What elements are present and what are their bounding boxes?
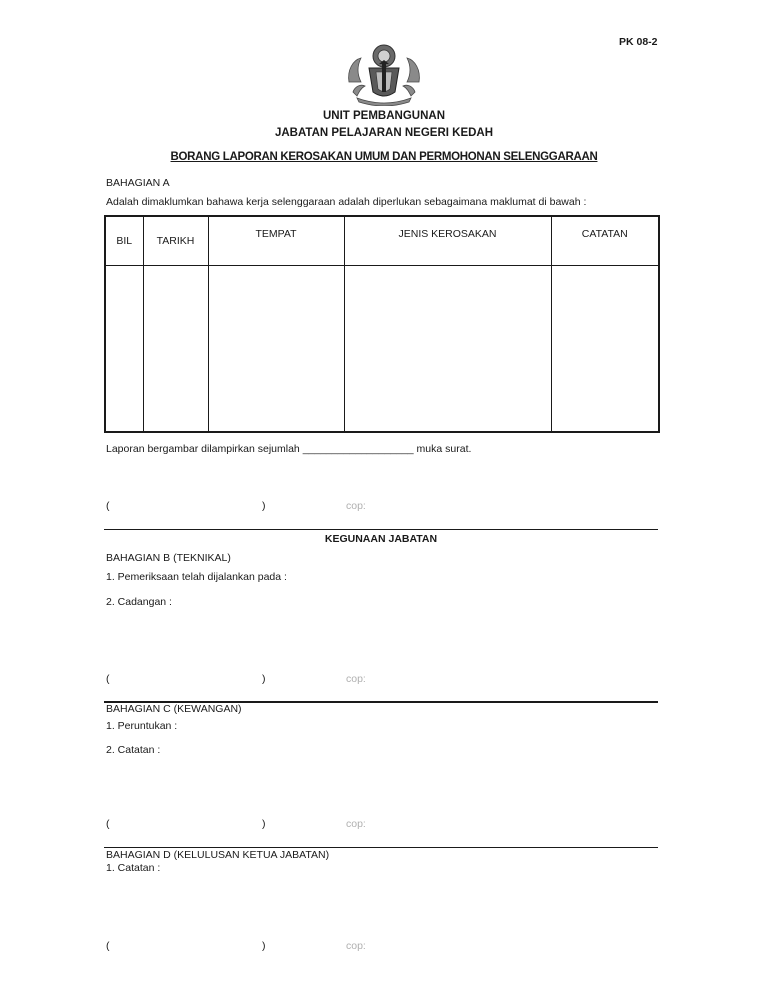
form-code: PK 08-2: [619, 36, 658, 48]
signature-open-paren: (: [106, 940, 110, 952]
unit-heading: UNIT PEMBANGUNAN: [322, 110, 446, 122]
section-c-item-1: 1. Peruntukan :: [106, 720, 178, 732]
form-title: BORANG LAPORAN KEROSAKAN UMUM DAN PERMOHONAN SELENGGARAAN: [170, 151, 598, 163]
signature-close-paren: ): [262, 500, 266, 512]
divider: [104, 529, 658, 530]
stamp-label: cop:: [346, 940, 366, 952]
section-b-item-1: 1. Pemeriksaan telah dijalankan pada :: [106, 571, 287, 583]
damage-table: [104, 215, 660, 433]
section-b-heading: BAHAGIAN B (TEKNIKAL): [106, 552, 231, 564]
col-tarikh: TARIKH: [143, 216, 208, 266]
divider: [104, 847, 658, 848]
section-c-heading: BAHAGIAN C (KEWANGAN): [106, 703, 242, 715]
col-bil: BIL: [105, 216, 143, 266]
photo-report-line: Laporan bergambar dilampirkan sejumlah ___________________ muka surat.: [106, 443, 472, 455]
cell-bil[interactable]: [105, 266, 143, 433]
col-tempat: TEMPAT: [208, 216, 344, 266]
signature-close-paren: ): [262, 673, 266, 685]
col-jenis-kerosakan: JENIS KEROSAKAN: [344, 216, 551, 266]
stamp-label: cop:: [346, 500, 366, 512]
signature-open-paren: (: [106, 673, 110, 685]
section-c-item-2: 2. Catatan :: [106, 744, 161, 756]
state-crest-icon: [343, 42, 425, 106]
section-a-intro: Adalah dimaklumkan bahawa kerja selenggaraan adalah diperlukan sebagaimana maklumat di bawah :: [106, 196, 587, 208]
department-heading: JABATAN PELAJARAN NEGERI KEDAH: [274, 127, 494, 139]
col-catatan: CATATAN: [551, 216, 659, 266]
signature-open-paren: (: [106, 500, 110, 512]
cell-tarikh[interactable]: [143, 266, 208, 433]
stamp-label: cop:: [346, 673, 366, 685]
signature-open-paren: (: [106, 818, 110, 830]
cell-catatan[interactable]: [551, 266, 659, 433]
cell-jenis-kerosakan[interactable]: [344, 266, 551, 433]
stamp-label: cop:: [346, 818, 366, 830]
cell-tempat[interactable]: [208, 266, 344, 433]
office-use-heading: KEGUNAAN JABATAN: [324, 533, 438, 545]
section-d-item-1: 1. Catatan :: [106, 862, 161, 874]
section-b-item-2: 2. Cadangan :: [106, 596, 172, 608]
signature-close-paren: ): [262, 940, 266, 952]
section-a-heading: BAHAGIAN A: [106, 177, 170, 189]
signature-close-paren: ): [262, 818, 266, 830]
section-d-heading: BAHAGIAN D (KELULUSAN KETUA JABATAN): [106, 849, 330, 861]
